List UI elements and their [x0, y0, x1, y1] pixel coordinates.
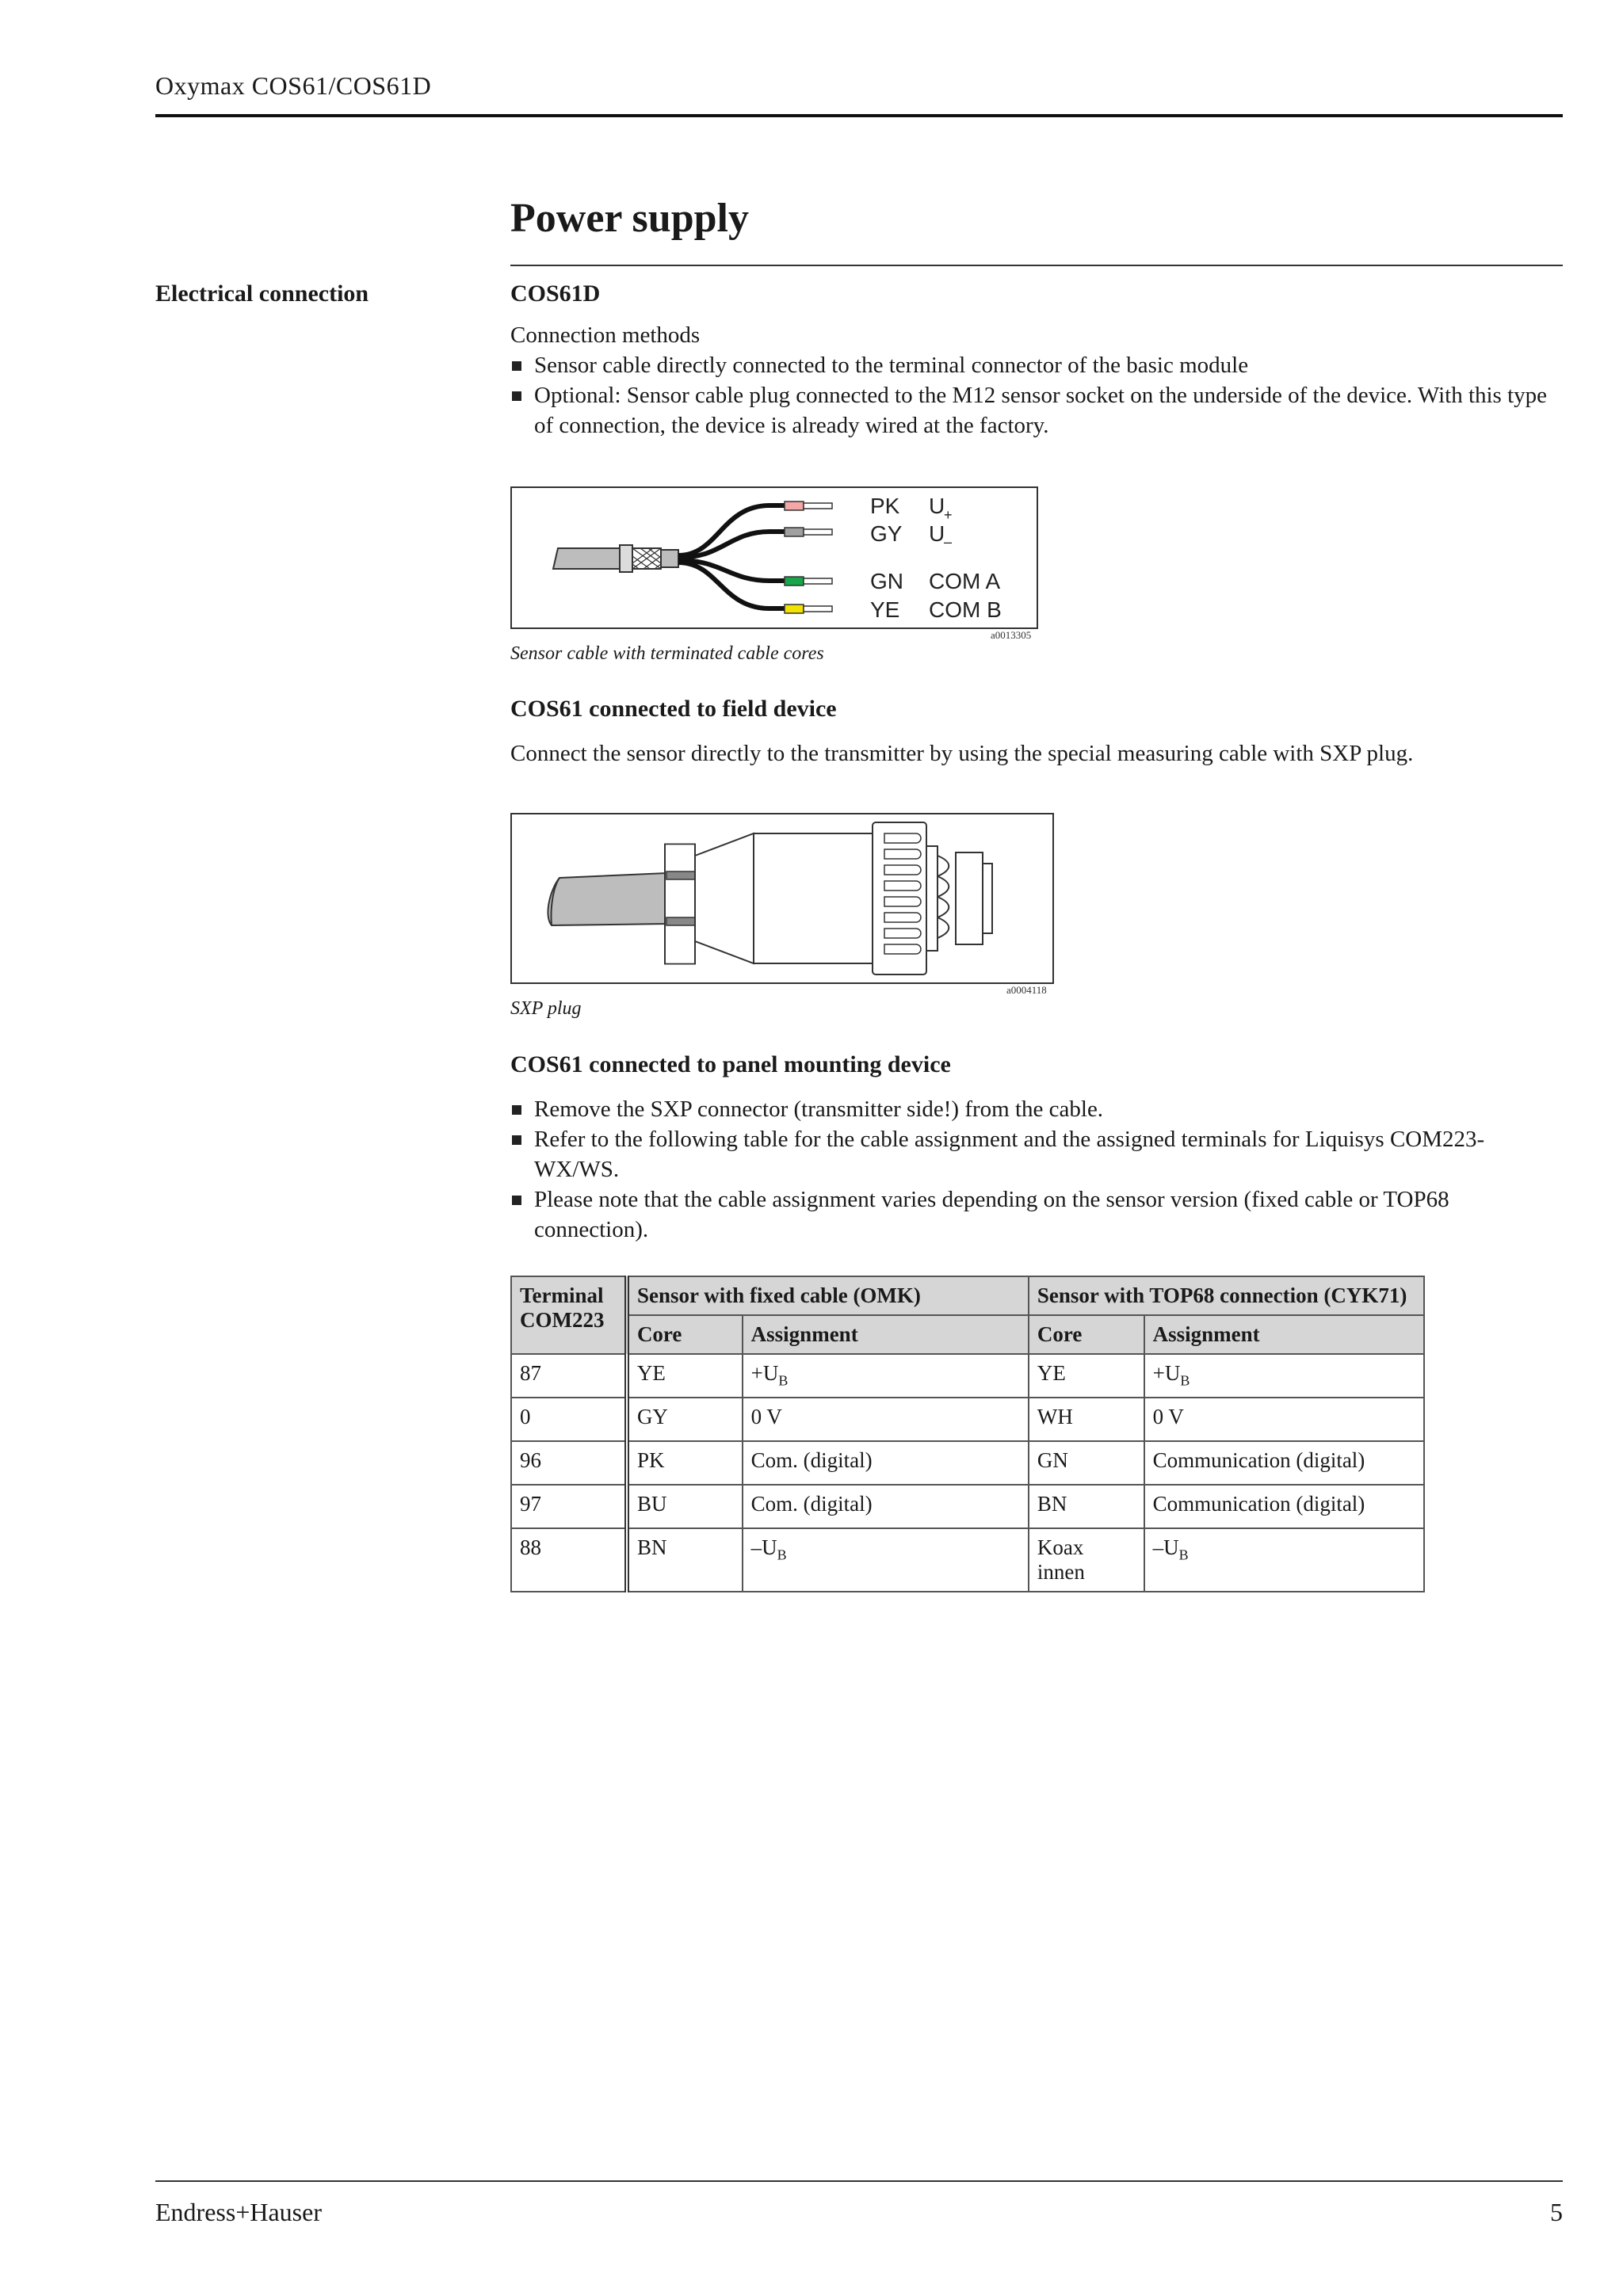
table-row	[511, 1398, 1424, 1441]
assignment-cell: Communication (digital)	[1144, 1441, 1424, 1485]
core-cell: GY	[627, 1398, 743, 1441]
core-signal-label: COM A	[929, 569, 1001, 593]
core-cell: WH	[1029, 1398, 1144, 1441]
assignment-cell: Com. (digital)	[743, 1441, 1029, 1485]
table-row	[511, 1354, 1424, 1398]
list-item: Please note that the cable assignment varies depending on the sensor version (fixed cable or TOP68 connection).	[510, 1184, 1564, 1245]
core-cell: PK	[627, 1441, 743, 1485]
core-signal-subscript: +	[944, 507, 953, 523]
field-device-block	[510, 696, 1564, 769]
table-row	[511, 1485, 1424, 1528]
page-number: 5	[1550, 2198, 1563, 2226]
terminal-header: Terminal COM223	[511, 1276, 627, 1354]
core-cell: BN	[627, 1528, 743, 1592]
bullet-icon	[512, 391, 521, 401]
top68-header: Sensor with TOP68 connection (CYK71)	[1029, 1276, 1424, 1315]
connection-methods-label: Connection methods	[510, 322, 701, 348]
sensor-cable-drawing	[512, 488, 1037, 627]
assignment-cell: $-U_B$	[1144, 1528, 1424, 1592]
core-signal-label: COM B	[929, 597, 1002, 622]
sensor-cable-figure	[510, 486, 1038, 629]
core-cell: Koax innen	[1029, 1528, 1144, 1592]
sxp-plug-figure	[510, 813, 1054, 984]
pk-core-sleeve	[785, 502, 804, 510]
list-item: Sensor cable directly connected to the terminal connector of the basic module	[510, 350, 1564, 380]
core-cell: YE	[627, 1354, 743, 1398]
terminal-cell: 0	[511, 1398, 627, 1441]
list-item: Optional: Sensor cable plug connected to the M12 sensor socket on the underside of the device. With this type of connection, the device is already wired at the factory.	[510, 380, 1564, 441]
table-row	[511, 1528, 1424, 1592]
assignment-cell: $-U_B$	[743, 1528, 1029, 1592]
terminal-cell: 88	[511, 1528, 627, 1592]
connection-methods-list	[510, 350, 1564, 441]
assignment-cell: Com. (digital)	[743, 1485, 1029, 1528]
assignment-header: Assignment	[743, 1315, 1029, 1354]
assignment-cell: Communication (digital)	[1144, 1485, 1424, 1528]
core-code-label: PK	[870, 494, 900, 518]
cos61d-heading: COS61D	[510, 280, 601, 307]
core-header: Core	[627, 1315, 743, 1354]
fixed-cable-header: Sensor with fixed cable (OMK)	[627, 1276, 1029, 1315]
figure-id: a0013305	[991, 629, 1032, 641]
footer-brand: Endress+Hauser	[155, 2198, 322, 2226]
margin-heading: Electrical connection	[155, 280, 369, 307]
assignment-cell: 0 V	[743, 1398, 1029, 1441]
panel-mounting-heading: COS61 connected to panel mounting device	[510, 1051, 951, 1077]
footer-rule	[155, 2180, 1563, 2182]
bullet-icon	[512, 361, 521, 371]
sxp-plug-drawing	[512, 814, 1052, 982]
core-cell: GN	[1029, 1441, 1144, 1485]
gy-core-sleeve	[785, 528, 804, 536]
core-cell: BN	[1029, 1485, 1144, 1528]
cable-assignment-table	[510, 1276, 1425, 1592]
terminal-cell: 87	[511, 1354, 627, 1398]
core-code-label: GN	[870, 569, 903, 593]
panel-mounting-block	[510, 1051, 1564, 1245]
core-code-label: GY	[870, 521, 903, 546]
core-code-label: YE	[870, 597, 900, 622]
assignment-cell: $+U_B$	[743, 1354, 1029, 1398]
assignment-cell: $+U_B$	[1144, 1354, 1424, 1398]
gn-core-sleeve	[785, 577, 804, 585]
cos61d-block	[510, 280, 1564, 441]
bullet-icon	[512, 1196, 521, 1205]
figure-id: a0004118	[1006, 984, 1047, 996]
assignment-cell: 0 V	[1144, 1398, 1424, 1441]
field-device-text: Connect the sensor directly to the transmitter by using the special measuring cable with SXP plug.	[510, 741, 1414, 766]
core-cell: BU	[627, 1485, 743, 1528]
assignment-header: Assignment	[1144, 1315, 1424, 1354]
field-device-heading: COS61 connected to field device	[510, 696, 837, 722]
bullet-icon	[512, 1105, 521, 1115]
panel-mounting-list	[510, 1094, 1564, 1245]
terminal-cell: 97	[511, 1485, 627, 1528]
list-item: Refer to the following table for the cable assignment and the assigned terminals for Liquisys COM223-WX/WS.	[510, 1124, 1564, 1184]
ye-core-sleeve	[785, 605, 804, 613]
terminal-cell: 96	[511, 1441, 627, 1485]
table-row	[511, 1441, 1424, 1485]
core-header: Core	[1029, 1315, 1144, 1354]
section-rule	[510, 265, 1563, 266]
figure-caption: SXP plug	[510, 998, 582, 1019]
section-title: Power supply	[510, 196, 749, 241]
core-signal-subscript: –	[944, 534, 953, 550]
header-rule	[155, 114, 1563, 117]
running-header: Oxymax COS61/COS61D	[155, 71, 432, 100]
figure-caption: Sensor cable with terminated cable cores	[510, 643, 824, 664]
bullet-icon	[512, 1135, 521, 1145]
core-cell: YE	[1029, 1354, 1144, 1398]
list-item: Remove the SXP connector (transmitter side!) from the cable.	[510, 1094, 1564, 1124]
core-signal-label: U	[929, 494, 945, 518]
core-signal-label: U	[929, 521, 945, 546]
